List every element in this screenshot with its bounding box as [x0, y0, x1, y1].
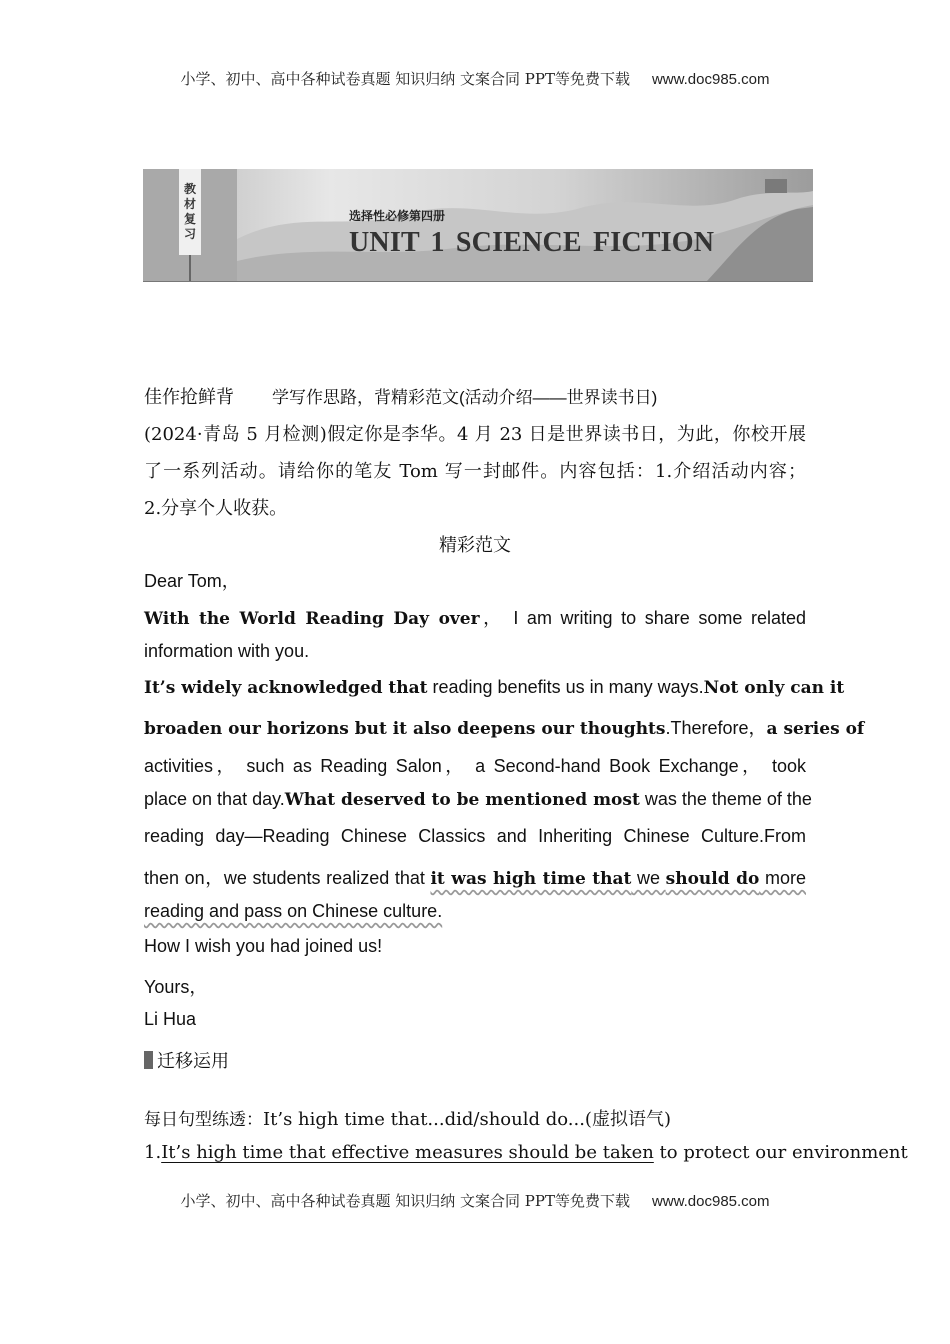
prompt-source-month: 月检测 — [264, 424, 320, 444]
tag-char: 复 — [183, 212, 196, 226]
banner-title: UNIT 1 SCIENCE FICTION — [349, 227, 715, 258]
bold-phrase: should do — [665, 869, 760, 889]
bold-phrase: Not only can it — [703, 678, 845, 698]
text: place on that day. — [144, 789, 285, 809]
text: was the theme of the — [639, 789, 812, 809]
letter-line — [144, 789, 812, 810]
header-url[interactable]: www.doc985.com — [651, 71, 770, 88]
answer-text: It’s high time that effective measures should be taken — [161, 1142, 654, 1163]
prompt-source-city: 青岛 — [202, 424, 241, 444]
prompt-line-2: 了一系列活动。请给你的笔友 Tom 写一封邮件。内容包括：1.介绍活动内容； — [144, 461, 806, 482]
section-heading: 学写作思路，背精彩范文(活动介绍——世界读书日) — [272, 388, 658, 407]
bold-phrase: What deserved to be mentioned most — [284, 790, 640, 810]
text: I am writing to share some related — [504, 608, 807, 628]
letter-greeting: Dear Tom， — [144, 571, 240, 591]
text: we — [631, 868, 666, 888]
letter-line — [144, 864, 806, 890]
letter-line: information with you. — [144, 641, 310, 661]
footer-text: 小学、初中、高中各种试卷真题 知识归纳 文案合同 PPT等免费下载 — [180, 1192, 630, 1210]
footer-url[interactable]: www.doc985.com — [651, 1193, 770, 1210]
bold-phrase: With the World Reading Day over — [144, 609, 480, 629]
letter-line — [144, 604, 806, 630]
banner-tag — [179, 169, 201, 255]
prompt-text: )假定你是李华。4 月 23 日是世界读书日，为此，你校开展 — [319, 424, 807, 445]
unit-banner — [143, 169, 813, 282]
text: more — [759, 868, 806, 888]
letter-wish: How I wish you had joined us! — [144, 936, 383, 956]
page-footer — [0, 1190, 950, 1211]
text: reading and pass on Chinese culture. — [144, 901, 443, 921]
letter-closing: Yours， — [144, 977, 208, 997]
model-essay-title: 精彩范文 — [439, 535, 511, 555]
square-bullet-icon — [144, 1051, 153, 1069]
bold-phrase: a series of — [766, 719, 865, 739]
letter-line: activities， such as Reading Salon， a Second-hand Book Exchange， took — [144, 756, 806, 776]
section-label: 佳作抢鲜背 — [144, 387, 234, 408]
practice-item-1 — [144, 1142, 908, 1163]
tag-char: 习 — [183, 227, 196, 241]
letter-line — [144, 677, 845, 698]
tag-char: 材 — [183, 197, 196, 211]
daily-label: 每日句型练透： — [144, 1110, 263, 1129]
letter-line — [144, 901, 806, 922]
practice-title: 迁移运用 — [157, 1051, 229, 1071]
practice-heading — [144, 1047, 806, 1073]
great-wall-mountain-image — [237, 169, 813, 281]
prompt-source-num: 5 — [240, 424, 265, 445]
text: .Therefore， — [665, 718, 767, 738]
banner-subtitle: 选择性必修第四册 — [349, 209, 446, 223]
header-text: 小学、初中、高中各种试卷真题 知识归纳 文案合同 PPT等免费下载 — [180, 70, 630, 88]
page-header — [0, 68, 950, 89]
prompt-line-3: 2.分享个人收获。 — [144, 498, 288, 519]
text: ， — [479, 608, 505, 628]
banner-tag-line — [189, 255, 191, 281]
text: then on，we students realized that — [144, 868, 431, 888]
item-number: 1. — [144, 1142, 162, 1163]
letter-line: reading day—Reading Chinese Classics and Inheriting Chinese Culture.From — [144, 826, 806, 846]
daily-pattern: It’s high time that...did/should do...(虚拟语气) — [263, 1109, 671, 1130]
letter-line — [144, 714, 865, 740]
daily-pattern-line — [144, 1105, 806, 1131]
item-text: to protect our environment — [653, 1142, 908, 1163]
tag-char: 教 — [183, 182, 196, 196]
prompt-line-1 — [144, 420, 806, 446]
letter-signature: Li Hua — [144, 1009, 197, 1029]
prompt-source: (2024· — [144, 424, 203, 445]
section-heading-line — [144, 383, 806, 409]
text: reading benefits us in many ways. — [427, 677, 704, 697]
bold-phrase: it was high time that — [430, 869, 632, 889]
bold-phrase: It’s widely acknowledged that — [144, 678, 428, 698]
bold-phrase: broaden our horizons but it also deepens our thoughts — [144, 719, 666, 739]
